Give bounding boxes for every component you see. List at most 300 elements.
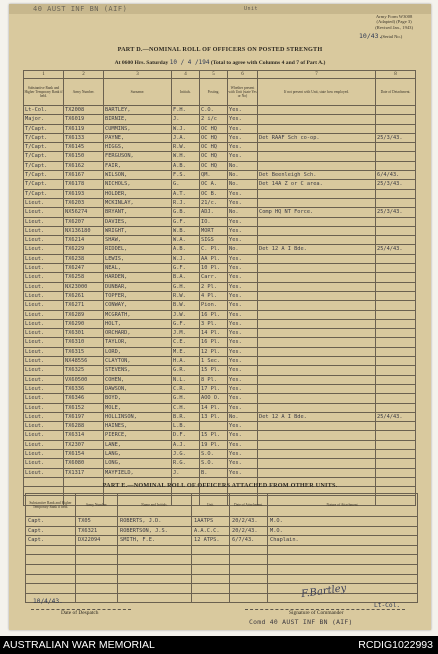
table-cell: Det 12 A I Bde.	[258, 245, 376, 254]
table-cell: 15 Pl.	[200, 366, 228, 375]
table-cell: J.W.	[172, 310, 200, 319]
table-cell	[230, 584, 268, 594]
table-cell: No.	[228, 180, 258, 189]
table-cell: Yes.	[228, 431, 258, 440]
table-cell: Lieut.	[24, 347, 64, 356]
table-cell: Yes.	[228, 254, 258, 263]
column-header: Substantive Rank and Higher Temporary Rank if held.	[24, 79, 64, 106]
table-cell: COHEN,	[104, 375, 172, 384]
table-row	[24, 329, 416, 338]
table-row	[24, 245, 416, 254]
table-cell: 13 Pl.	[200, 412, 228, 421]
table-cell	[376, 357, 416, 366]
table-cell: Yes.	[228, 310, 258, 319]
subtitle-prefix: At 0600 Hrs. Saturday	[114, 60, 169, 66]
table-cell: TX6152	[64, 403, 104, 412]
table-cell: 12 Pl.	[200, 347, 228, 356]
table-cell: RIDDEL,	[104, 245, 172, 254]
table-cell: NICHOLS,	[104, 180, 172, 189]
table-cell	[192, 593, 230, 603]
table-cell	[118, 555, 192, 565]
table-cell	[230, 555, 268, 565]
table-cell: Yes.	[228, 366, 258, 375]
table-cell: HOLLINSON,	[104, 412, 172, 421]
table-cell	[76, 555, 118, 565]
table-cell: Comp HQ NT Force.	[258, 208, 376, 217]
table-row	[24, 422, 416, 431]
column-header: Initials.	[172, 79, 200, 106]
table-row	[24, 357, 416, 366]
table-cell: ROBERTSON, J.S.	[118, 526, 192, 536]
table-cell: Yes.	[228, 115, 258, 124]
table-cell: IO.	[200, 217, 228, 226]
table-cell: Lieut.	[24, 301, 64, 310]
table-cell: FAIR,	[104, 161, 172, 170]
table-cell: TX6197	[64, 412, 104, 421]
table-cell: CONWAY,	[104, 301, 172, 310]
table-cell	[26, 564, 76, 574]
table-cell: C.O.	[200, 106, 228, 115]
table-cell: Yes.	[228, 375, 258, 384]
despatch-date: 10/4/43.	[33, 598, 63, 605]
table-cell	[376, 403, 416, 412]
table-cell: A.J.	[172, 440, 200, 449]
table-cell	[118, 574, 192, 584]
table-cell: A.B.	[172, 161, 200, 170]
table-cell: W.J.	[172, 124, 200, 133]
table-cell: SIGS	[200, 236, 228, 245]
table-cell: NX136180	[64, 226, 104, 235]
table-cell: MCGRATH,	[104, 310, 172, 319]
table-cell: TX6290	[64, 319, 104, 328]
table-cell: Carr.	[200, 273, 228, 282]
table-cell: 4 Pl.	[200, 291, 228, 300]
table-row	[26, 526, 418, 536]
table-cell	[26, 584, 76, 594]
table-cell: Yes.	[228, 236, 258, 245]
serial-label: (Serial No.)	[381, 34, 403, 39]
table-cell	[376, 291, 416, 300]
attached-officers-table	[25, 493, 418, 603]
table-cell: Lieut.	[24, 264, 64, 273]
table-cell: HARDEN,	[104, 273, 172, 282]
table-cell	[258, 301, 376, 310]
table-cell: B.W.	[172, 301, 200, 310]
table-cell: Yes.	[228, 106, 258, 115]
table-cell: B.R.	[172, 412, 200, 421]
table-cell: WRIGHT,	[104, 226, 172, 235]
table-cell	[376, 329, 416, 338]
table-cell: PAYNE,	[104, 133, 172, 142]
table-cell: Lieut.	[24, 422, 64, 431]
table-cell: HIGGS,	[104, 143, 172, 152]
column-header: Date of Attachment.	[230, 494, 268, 517]
table-cell: J.A.	[172, 133, 200, 142]
table-row	[26, 517, 418, 527]
table-cell: No.	[228, 171, 258, 180]
table-cell: T/Capt.	[24, 189, 64, 198]
table-cell: LANG,	[104, 449, 172, 458]
table-cell: R.W.	[172, 143, 200, 152]
table-cell: FERGUSON,	[104, 152, 172, 161]
table-cell: OC HQ	[200, 152, 228, 161]
table-cell: Det Beenleigh Sch.	[258, 171, 376, 180]
table-cell	[376, 301, 416, 310]
table-cell: B.	[200, 468, 228, 477]
table-cell: C.E.	[172, 338, 200, 347]
table-cell: G.F.	[172, 217, 200, 226]
table-cell	[192, 545, 230, 555]
table-cell: Yes.	[228, 291, 258, 300]
table-cell: Yes.	[228, 347, 258, 356]
table-cell: Lt-Col.	[24, 106, 64, 115]
table-cell	[376, 236, 416, 245]
table-cell: J.M.	[172, 329, 200, 338]
table-cell	[258, 291, 376, 300]
table-cell: 21/c.	[200, 198, 228, 207]
table-cell: MOLE,	[104, 403, 172, 412]
table-cell: T/Capt.	[24, 180, 64, 189]
table-cell: HOLT,	[104, 319, 172, 328]
table-cell: TX6119	[64, 124, 104, 133]
table-row	[24, 161, 416, 170]
commander-rank: Lt-Col.	[374, 602, 401, 609]
table-cell: Lieut.	[24, 394, 64, 403]
table-cell	[258, 357, 376, 366]
table-cell: Det RAAF Sch co-op.	[258, 133, 376, 142]
table-cell: TX05	[76, 517, 118, 527]
table-cell	[258, 273, 376, 282]
table-cell	[76, 593, 118, 603]
table-cell: Yes.	[228, 403, 258, 412]
column-number: 3	[104, 71, 172, 79]
table-row	[24, 319, 416, 328]
table-cell	[268, 545, 418, 555]
column-header: Nature of Attachment.	[268, 494, 418, 517]
table-cell: No.	[228, 412, 258, 421]
table-cell: OC HQ	[200, 124, 228, 133]
table-cell: TX6162	[64, 161, 104, 170]
table-cell: TX6310	[64, 338, 104, 347]
table-cell: L.B.	[172, 422, 200, 431]
table-cell: G.H.	[172, 282, 200, 291]
table-cell	[258, 198, 376, 207]
table-cell: TX6325	[64, 366, 104, 375]
table-row	[24, 264, 416, 273]
table-cell	[258, 347, 376, 356]
table-row	[24, 226, 416, 235]
form-ref-line: (Adapted) (Page 3)	[376, 19, 412, 25]
table-row	[24, 459, 416, 468]
table-row	[24, 291, 416, 300]
table-cell: Yes.	[228, 264, 258, 273]
column-header: Posting.	[200, 79, 228, 106]
table-cell: Lieut.	[24, 254, 64, 263]
table-cell	[258, 264, 376, 273]
table-cell: 16 Pl.	[200, 310, 228, 319]
table-cell: W.A.	[172, 236, 200, 245]
table-cell	[26, 555, 76, 565]
table-row	[24, 198, 416, 207]
column-header: Whether present with Unit (state Yes or No)	[228, 79, 258, 106]
table-cell: Lieut.	[24, 226, 64, 235]
table-cell	[376, 198, 416, 207]
table-cell: C.R.	[172, 384, 200, 393]
table-cell	[258, 152, 376, 161]
table-cell	[258, 449, 376, 458]
column-number: 8	[376, 71, 416, 79]
table-cell: 14 Pl.	[200, 403, 228, 412]
table-cell: Yes.	[228, 282, 258, 291]
column-number-row	[24, 71, 416, 79]
table-cell: Lieut.	[24, 366, 64, 375]
table-cell	[192, 555, 230, 565]
table-row	[24, 384, 416, 393]
table-cell: Lieut.	[24, 273, 64, 282]
form-ref-line: Army Form W3008	[375, 14, 413, 19]
table-cell: Capt.	[26, 517, 76, 527]
table-cell: Yes.	[228, 273, 258, 282]
table-cell: G.F.	[172, 264, 200, 273]
table-cell: G.F.	[172, 319, 200, 328]
table-cell: TX6238	[64, 254, 104, 263]
table-cell: AOO O.	[200, 394, 228, 403]
table-cell: 10 Pl.	[200, 264, 228, 273]
table-row	[24, 375, 416, 384]
table-cell: Pion.	[200, 301, 228, 310]
table-cell	[258, 403, 376, 412]
table-cell: ORCHARD,	[104, 329, 172, 338]
table-cell: Lieut.	[24, 449, 64, 458]
table-cell	[376, 375, 416, 384]
table-cell: TX6154	[64, 449, 104, 458]
table-cell: Yes.	[228, 394, 258, 403]
table-row	[24, 310, 416, 319]
table-row	[24, 338, 416, 347]
table-cell: OC A.	[200, 180, 228, 189]
table-row	[24, 468, 416, 477]
table-cell: Lieut.	[24, 440, 64, 449]
table-row	[26, 564, 418, 574]
table-cell	[76, 574, 118, 584]
table-cell	[258, 189, 376, 198]
unit-stamp: Comd 40 AUST INF BN (AIF)	[249, 618, 353, 626]
table-cell: Det 12 A I Bde.	[258, 412, 376, 421]
table-cell: Lieut.	[24, 319, 64, 328]
table-cell: SMITH, F.E.	[118, 536, 192, 546]
table-cell	[376, 394, 416, 403]
form-ref-line: (Revised Jan., 1943)	[375, 24, 413, 30]
table-cell: TAYLOR,	[104, 338, 172, 347]
table-cell	[230, 545, 268, 555]
table-cell: TX6288	[64, 422, 104, 431]
column-header: Unit.	[192, 494, 230, 517]
table-cell	[230, 574, 268, 584]
table-cell: 20/2/43.	[230, 517, 268, 527]
signature-label: Signature of Commander	[289, 610, 344, 616]
table-cell	[258, 310, 376, 319]
table-cell: Capt.	[26, 536, 76, 546]
table-row	[24, 180, 416, 189]
carbon-unit-label: Unit	[244, 6, 259, 12]
table-cell	[118, 545, 192, 555]
table-cell: M.O.	[268, 526, 418, 536]
table-cell: 25/3/43.	[376, 208, 416, 217]
table-cell	[200, 422, 228, 431]
part-e-title: PART E.—NOMINAL ROLL OF OFFICERS ATTACHED FROM OTHER UNITS.	[102, 482, 338, 489]
table-cell: OC HQ	[200, 161, 228, 170]
table-cell	[192, 584, 230, 594]
table-row	[24, 449, 416, 458]
table-cell: VX60500	[64, 375, 104, 384]
table-cell	[118, 564, 192, 574]
subtitle-suffix: (Total to agree with Columns 4 and 7 of Part A.)	[210, 60, 326, 66]
table-cell	[268, 564, 418, 574]
table-cell: MCKINLAY,	[104, 198, 172, 207]
table-cell: Yes.	[228, 422, 258, 431]
table-cell: HAINES,	[104, 422, 172, 431]
table-cell: LEWIS,	[104, 254, 172, 263]
table-cell	[376, 422, 416, 431]
archive-caption-bar	[0, 636, 438, 654]
table-cell	[258, 384, 376, 393]
table-cell: TX6229	[64, 245, 104, 254]
table-cell: Lieut.	[24, 236, 64, 245]
table-row	[24, 347, 416, 356]
table-cell: STEVENS,	[104, 366, 172, 375]
table-cell	[258, 375, 376, 384]
column-header: Army Number.	[76, 494, 118, 517]
table-row	[24, 133, 416, 142]
table-cell: Yes.	[228, 449, 258, 458]
table-cell	[192, 574, 230, 584]
table-row	[24, 282, 416, 291]
table-cell: Yes.	[228, 217, 258, 226]
table-cell: G.R.	[172, 366, 200, 375]
table-cell	[376, 338, 416, 347]
column-header: Surname.	[104, 79, 172, 106]
table-cell: C. Pl.	[200, 245, 228, 254]
table-cell	[76, 564, 118, 574]
table-cell: BARTLEY,	[104, 106, 172, 115]
table-cell: 25/3/43.	[376, 180, 416, 189]
column-number: 6	[228, 71, 258, 79]
table-cell: Lieut.	[24, 217, 64, 226]
table-cell: R.J.	[172, 198, 200, 207]
table-cell	[376, 347, 416, 356]
column-header: Name and Initials.	[118, 494, 192, 517]
table-cell: 6/7/43.	[230, 536, 268, 546]
table-cell: TX6321	[76, 526, 118, 536]
table-cell: Lieut.	[24, 208, 64, 217]
table-cell: TX6145	[64, 143, 104, 152]
table-cell	[258, 115, 376, 124]
table-cell: NX48556	[64, 357, 104, 366]
table-cell	[258, 236, 376, 245]
table-cell: SHAW,	[104, 236, 172, 245]
table-cell	[376, 459, 416, 468]
part-d-subtitle	[9, 59, 431, 66]
table-cell: Lieut.	[24, 310, 64, 319]
table-cell	[26, 574, 76, 584]
table-cell: A.T.	[172, 189, 200, 198]
table-cell	[376, 468, 416, 477]
table-cell	[376, 254, 416, 263]
table-cell: MORT	[200, 226, 228, 235]
table-cell	[268, 555, 418, 565]
table-cell: Lieut.	[24, 338, 64, 347]
table-cell	[376, 106, 416, 115]
table-row	[26, 555, 418, 565]
table-row	[24, 412, 416, 421]
table-cell	[258, 459, 376, 468]
table-cell: BOYD,	[104, 394, 172, 403]
table-cell	[376, 217, 416, 226]
table-cell: F.S.	[172, 171, 200, 180]
table-cell: 2 i/c	[200, 115, 228, 124]
table-row	[26, 574, 418, 584]
table-cell: Yes.	[228, 319, 258, 328]
column-number: 2	[64, 71, 104, 79]
table-cell	[192, 564, 230, 574]
table-cell	[118, 584, 192, 594]
table-cell	[376, 264, 416, 273]
table-cell: TX6193	[64, 189, 104, 198]
table-row	[24, 208, 416, 217]
table-cell: Yes.	[228, 357, 258, 366]
table-cell	[258, 468, 376, 477]
table-cell: Lieut.	[24, 375, 64, 384]
table-cell: CUMMINS,	[104, 124, 172, 133]
table-cell	[376, 124, 416, 133]
table-cell	[258, 143, 376, 152]
table-cell: M.O.	[268, 517, 418, 527]
header-row	[26, 494, 418, 517]
table-cell: B.A.	[172, 273, 200, 282]
table-cell: T/Capt.	[24, 161, 64, 170]
table-cell: 6/4/43.	[376, 171, 416, 180]
table-cell	[258, 106, 376, 115]
table-cell: 1AATPS	[192, 517, 230, 527]
table-cell: Yes.	[228, 459, 258, 468]
table-cell: F.H.	[172, 106, 200, 115]
table-cell: BRYANT,	[104, 208, 172, 217]
table-cell	[258, 319, 376, 328]
column-header: Date of Detachment.	[376, 79, 416, 106]
table-cell: 25/4/43.	[376, 245, 416, 254]
table-cell	[258, 440, 376, 449]
table-cell: T/Capt.	[24, 171, 64, 180]
table-cell: Yes.	[228, 143, 258, 152]
column-header: Substantive Rank and Higher Temporary Rank if held.	[26, 494, 76, 517]
column-header: Army Number.	[64, 79, 104, 106]
table-cell	[258, 254, 376, 263]
table-cell: J.	[172, 468, 200, 477]
table-row	[24, 124, 416, 133]
table-cell	[26, 545, 76, 555]
table-cell	[376, 115, 416, 124]
table-cell: BIRNIE,	[104, 115, 172, 124]
table-cell	[76, 545, 118, 555]
carbon-copy-strip	[9, 4, 431, 14]
table-cell	[258, 217, 376, 226]
table-cell: TX6258	[64, 273, 104, 282]
carbon-unit-line: 40 AUST INF BN (AIF)	[33, 5, 128, 13]
table-row	[24, 301, 416, 310]
table-cell	[258, 338, 376, 347]
table-cell: ROBERTS, J.D.	[118, 517, 192, 527]
table-cell: 16 Pl.	[200, 338, 228, 347]
